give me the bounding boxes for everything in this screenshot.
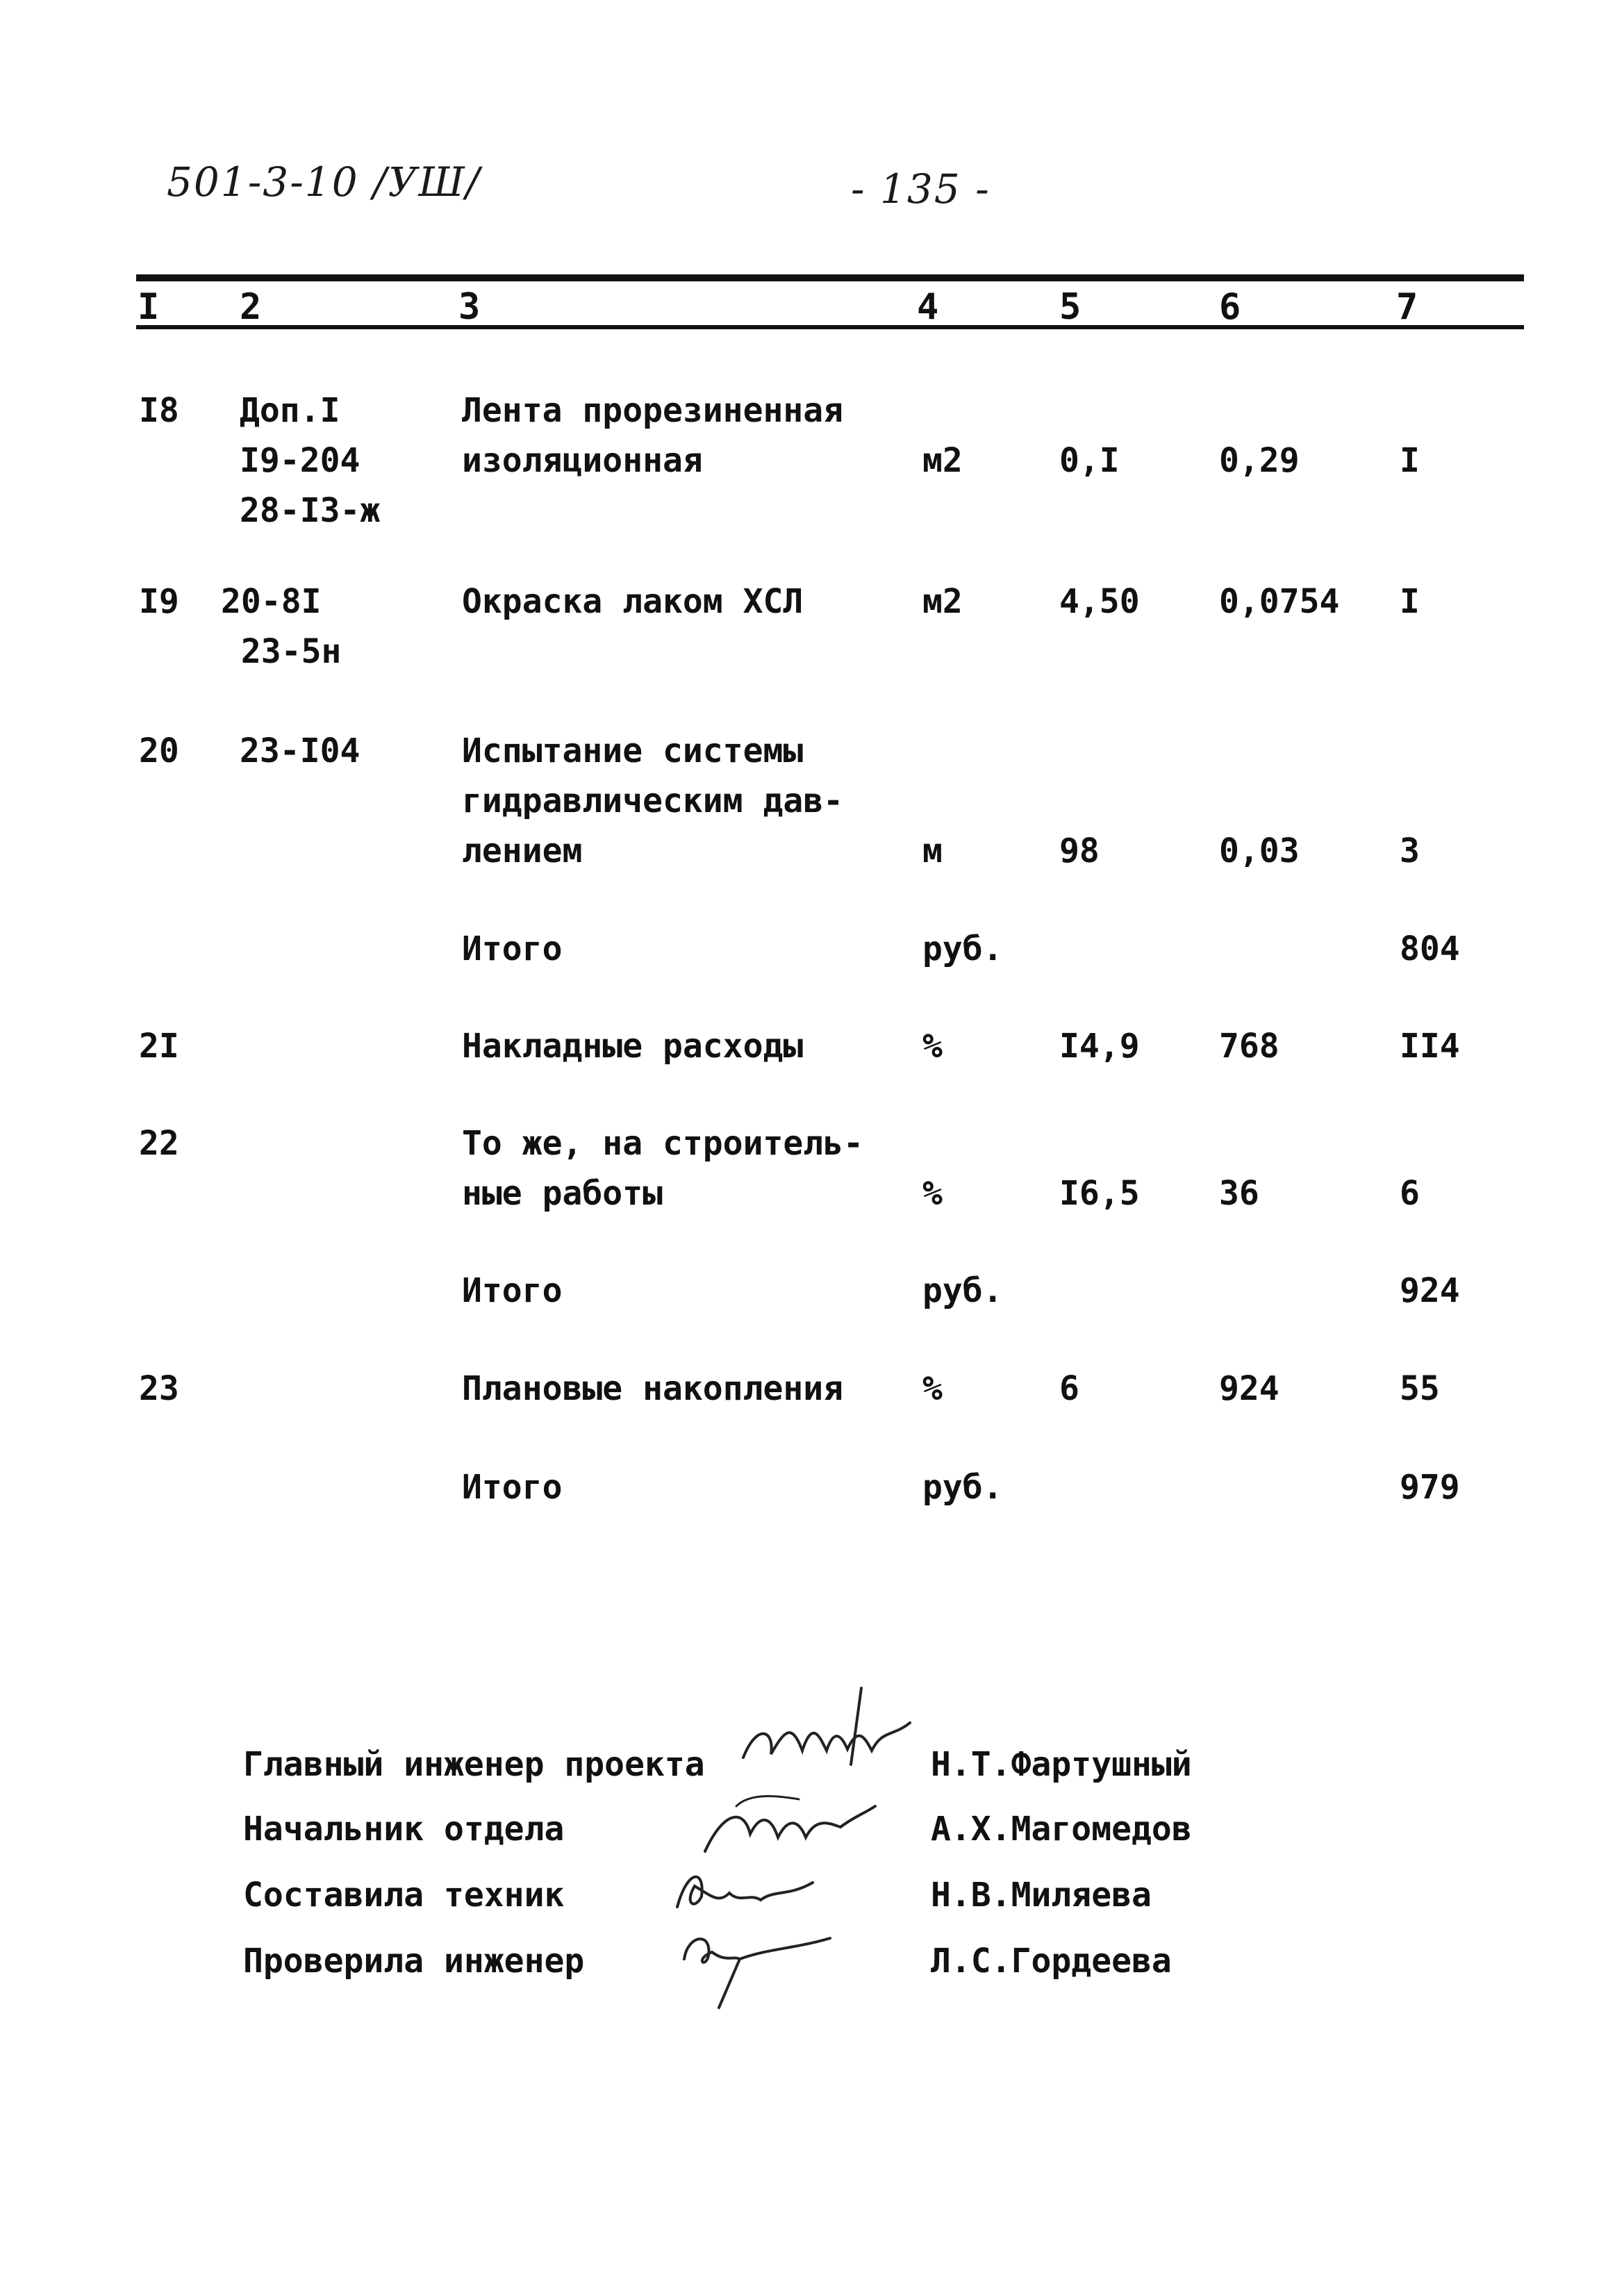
row-total: I [1400,582,1420,621]
subtotal-value: 804 [1400,929,1460,968]
row-quantity: 0,I [1059,441,1120,480]
subtotal-value: 924 [1400,1271,1460,1310]
row-number: 20 [139,732,179,770]
row-unit: руб. [922,1468,1003,1507]
row-number: I8 [139,391,179,430]
row-code: 23-I04 [240,732,361,770]
subtotal-label: Итого [462,929,563,968]
row-unit: м [922,832,943,870]
handwritten-signature-1 [736,1681,917,1785]
column-header-1: I [138,286,160,328]
row-total: 6 [1400,1174,1420,1213]
row-unit: руб. [922,929,1003,968]
signature-name-department-head: А.Х.Магомедов [931,1810,1192,1849]
row-unit: руб. [922,1271,1003,1310]
total-value: 979 [1400,1468,1460,1507]
row-description: То же, на строитель- ные работы [462,1124,863,1213]
document-code: 501-3-10 /УШ/ [167,158,481,206]
row-price: 768 [1219,1027,1279,1066]
column-header-2: 2 [240,286,262,328]
row-code: 20-8I 23-5н [221,582,342,671]
table-top-rule [136,274,1524,281]
row-description: Испытание системы гидравлическим дав- лением [462,732,844,870]
row-number: 23 [139,1369,179,1408]
row-quantity: 6 [1059,1369,1079,1408]
row-description: Накладные расходы [462,1027,804,1066]
column-header-7: 7 [1396,286,1418,328]
row-quantity: 4,50 [1059,582,1140,621]
handwritten-signature-3 [663,1855,823,1924]
row-quantity: I4,9 [1059,1027,1140,1066]
row-unit: % [922,1027,943,1066]
signature-role-technician: Составила техник [243,1876,565,1915]
row-number: 22 [139,1124,179,1163]
handwritten-signature-4 [670,1917,837,2015]
signature-role-department-head: Начальник отдела [243,1810,565,1849]
row-total: II4 [1400,1027,1460,1066]
row-code: Доп.I I9-204 28-I3-ж [240,391,381,530]
row-description: Лента прорезиненная изоляционная [462,391,844,480]
row-number: 2I [139,1027,179,1066]
row-unit: м2 [922,441,963,480]
page-number: - 135 - [851,165,991,213]
total-label: Итого [462,1468,563,1507]
column-header-3: 3 [458,286,481,328]
row-price: 0,29 [1219,441,1300,480]
signature-role-chief-engineer: Главный инженер проекта [243,1745,705,1784]
row-total: I [1400,441,1420,480]
signature-name-technician: Н.В.Миляева [931,1876,1152,1915]
column-header-5: 5 [1059,286,1082,328]
row-price: 0,03 [1219,832,1300,870]
row-price: 0,0754 [1219,582,1340,621]
row-description: Плановые накопления [462,1369,844,1408]
row-number: I9 [139,582,179,621]
table-header-rule [136,325,1524,329]
signature-name-checking-engineer: Л.С.Гордеева [931,1942,1172,1981]
row-unit: % [922,1369,943,1408]
row-quantity: I6,5 [1059,1174,1140,1213]
row-total: 3 [1400,832,1420,870]
row-description: Окраска лаком ХСЛ [462,582,804,621]
column-header-6: 6 [1219,286,1241,328]
row-quantity: 98 [1059,832,1100,870]
subtotal-label: Итого [462,1271,563,1310]
column-header-4: 4 [917,286,939,328]
signature-name-chief-engineer: Н.Т.Фартушный [931,1745,1192,1784]
row-price: 924 [1219,1369,1279,1408]
row-total: 55 [1400,1369,1440,1408]
signature-role-checking-engineer: Проверила инженер [243,1942,585,1981]
row-price: 36 [1219,1174,1259,1213]
row-unit: % [922,1174,943,1213]
handwritten-signature-2 [695,1785,882,1862]
row-unit: м2 [922,582,963,621]
